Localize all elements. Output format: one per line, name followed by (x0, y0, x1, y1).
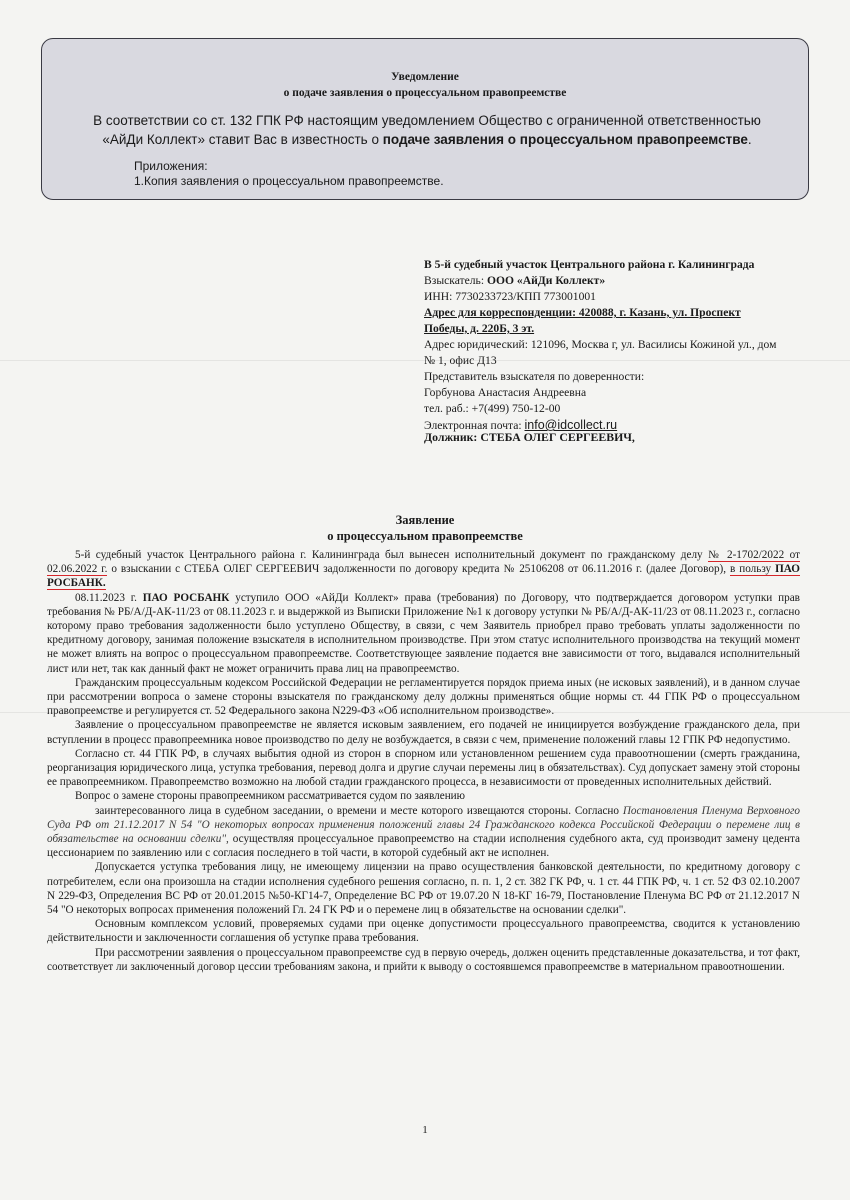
notice-box (41, 38, 809, 200)
legal-address-cont: № 1, офис Д13 (424, 354, 497, 367)
notice-title: Уведомление (391, 71, 459, 83)
paragraph: Основным комплексом условий, проверяемых судами при оценке допустимости процессуального правопреемства, сводится к установлению действительности и заключенности соглашения об уступке права требования. (47, 918, 800, 945)
statement-body (47, 548, 800, 974)
paragraph: При рассмотрении заявления о процессуальном правопреемстве суд в первую очередь, должен оценить представленные доказательства, и тот факт, соответствует ли заключенный договор цессии требованиям закона, и прийти к выводу о состоявшемся правопреемстве в материальном правоотношении. (47, 946, 800, 973)
notice-body-bold: подаче заявления о процессуальном правопреемстве (382, 132, 748, 147)
notice-subtitle: о подаче заявления о процессуальном правопреемстве (283, 87, 567, 99)
paragraph: Заявление о процессуальном правопреемстве не является исковым заявлением, его подачей не инициируется возбуждение гражданского дела, при вступлении в процесс правопреемника новое производство по делу не возбуждается, в связи с чем, применение положений главы 12 ГПК РФ недопустимо. (47, 719, 800, 746)
paragraph: Согласно ст. 44 ГПК РФ, в случаях выбытия одной из сторон в спорном или установленном решением суда правоотношении (смерть гражданина, реорганизация юридического лица, уступка требования, перевод долга и другие случаи перемены лиц в обязательствах). Суд допускает замену этой стороны ее правопреемником. Правопреемство возможно на любой стадии гражданского процесса, в независимости от проведенных исполнительных действий. (47, 747, 800, 789)
paragraph: 5-й судебный участок Центрального района г. Калининграда был вынесен исполнительный документ по гражданскому делу № 2-1702/2022 от 02.06.2022 г. о взыскании с СТЕБА ОЛЕГ СЕРГЕЕВИЧ задолженности по договору кредита № 25106208 от 06.11.2016 г. (далее Договор), в пользу ПАО РОСБАНК. (47, 549, 800, 590)
notice-attachments (134, 159, 444, 189)
statement-subtitle: о процессуальном правопреемстве (327, 529, 523, 543)
paragraph: Допускается уступка требования лицу, не имеющему лицензии на право осуществления банковской деятельности, по кредитному договору с потребителем, если она произошла на стадии исполнения судебного решения согласно, п. п. 1, 2 ст. 382 ГК РФ, ч. 1 ст. 44 ГПК РФ, ч. 1 ст. 52 ФЗ 02.10.2007 N 229-ФЗ, Определения ВС РФ от 20.01.2015 №50-КГ14-7, Определение ВС РФ от 19.07.20 N 18-КГ 16-79, Постановление Пленума ВС РФ от 21.12.2017 N 54 "О некоторых вопросах применения положений Гл. 24 ГК РФ и о перемене лиц в обязательстве на основании сделки". (47, 861, 800, 917)
correspondence-address: Адрес для корреспонденции: 420088, г. Казань, ул. Проспект (424, 306, 741, 319)
statement-title: Заявление (395, 513, 455, 527)
attachments-label: Приложения: (134, 159, 208, 173)
claimant: Взыскатель: ООО «АйДи Коллект» (424, 274, 606, 287)
paragraph: Вопрос о замене стороны правопреемником рассматривается судом по заявлению (75, 790, 466, 803)
page-number: 1 (422, 1124, 428, 1136)
representative-label: Представитель взыскателя по доверенности: (424, 370, 645, 383)
paragraph: заинтересованного лица в судебном заседании, о времени и месте которого извещаются стороны. Согласно Постановления Пленума Верховного Суда РФ от 21.12.2017 N 54 "О некоторых вопросах применения положений главы 24 Гражданского кодекса Российской Федерации о перемене лиц в обязательстве на основании сделки", осуществляя процессуальное правопреемство на стадии исполнения судебного акта, суд производит замену цедента цессионарием по заявлению или с согласия последнего в той части, в которой судебный акт не исполнен. (47, 804, 801, 860)
paragraph: 08.11.2023 г. ПАО РОСБАНК уступило ООО «АйДи Коллект» права (требования) по Договору, что подтверждается договором уступки прав требования № РБ/А/Д-АК-11/23 от 08.11.2023 г. и выдержкой из Выписки Приложение №1 к договору уступки № РБ/А/Д-АК-11/23 от 08.11.2023 г., согласно которому право требования задолженности было уступлено Обществу, в связи, с чем Заявитель приобрел право требовать уплаты задолженности по кредитному договору, занимая положение взыскателя в исполнительном производстве. При этом статус исполнительного производства на текущий момент не может влиять на вопрос о процессуальном правопреемстве. Соответствующее заявление подается вне зависимости от того, выдавался исполнительный лист или нет, так как данный факт не может ограничить права лиц на правопреемство. (47, 591, 800, 675)
email-link[interactable]: info@idcollect.ru (524, 418, 618, 432)
representative-name: Горбунова Анастасия Андреевна (424, 386, 587, 399)
debtor-line: Должник: СТЕБА ОЛЕГ СЕРГЕЕВИЧ, (424, 430, 635, 444)
legal-address: Адрес юридический: 121096, Москва г, ул. Василисы Кожиной ул., дом (424, 338, 777, 351)
paragraph: Гражданским процессуальным кодексом Российской Федерации не регламентируется порядок приема иных (не исковых заявлений), и в данном случае при рассмотрении вопроса о замене стороны взыскателя по гражданскому делу должны применяться общие нормы ст. 44 ГПК РФ о процессуальном правопреемстве и регулируется ст. 52 Федерального закона N229-ФЗ «Об исполнительном производстве». (47, 676, 800, 718)
creditor-highlight: в пользу ПАО РОСБАНК. (47, 563, 800, 590)
debtor-name: СТЕБА ОЛЕГ СЕРГЕЕВИЧ, (480, 430, 635, 444)
attachment-item: 1.Копия заявления о процессуальном правопреемстве. (134, 174, 444, 188)
phone: тел. раб.: +7(499) 750-12-00 (424, 402, 561, 415)
email-line: Электронная почта: info@idcollect.ru (424, 418, 618, 432)
addressee-block (424, 257, 789, 434)
case-number: № 2-1702/2022 от 02.06.2022 г. (47, 549, 800, 576)
court-name: В 5-й судебный участок Центрального района г. Калининграда (424, 258, 755, 271)
notice-body: В соответствии со ст. 132 ГПК РФ настоящим уведомлением Общество с ограниченной ответственностью «АйДи Коллект» ставит Вас в известность о подаче заявления о процессуальном правопреемстве. (93, 113, 761, 147)
correspondence-address-cont: Победы, д. 220Б, 3 эт. (424, 322, 535, 335)
inn-kpp: ИНН: 7730233723/КПП 773001001 (424, 290, 596, 303)
